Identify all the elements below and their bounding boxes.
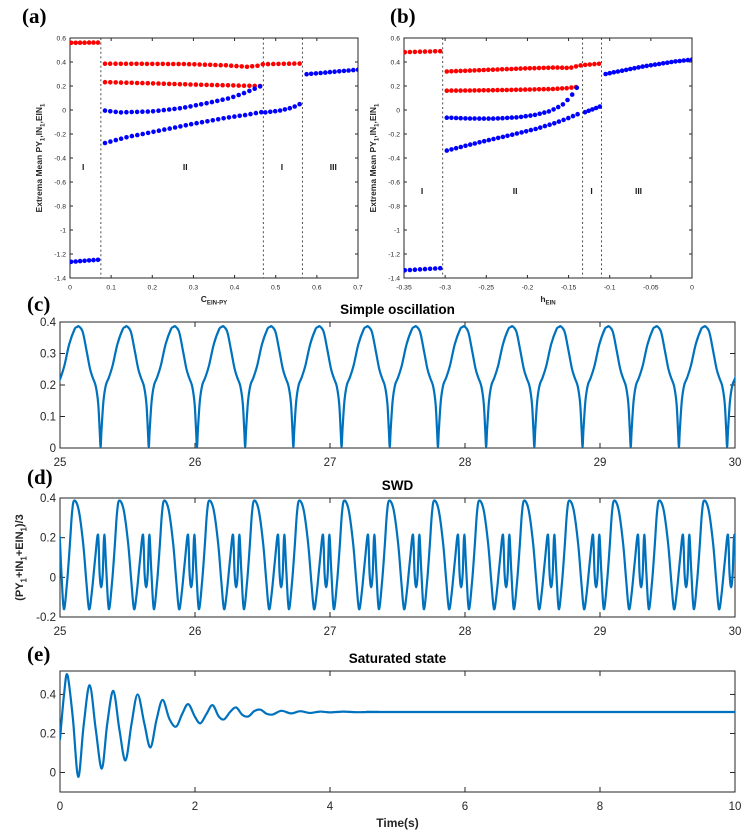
panel-d-ytick-label: 0.2 (40, 532, 56, 545)
panel-d-ylabel: $(PY_1+IN_1+EIN_1)/3$ (14, 514, 29, 601)
panel-c-xtick-label: 28 (458, 457, 472, 470)
panel-d-plot (0, 465, 747, 640)
panel-b-xtick-label: -0.3 (439, 284, 452, 292)
panel-a-ytick-label: -0.8 (54, 203, 66, 211)
panel-a-ytick-label: -1 (59, 227, 66, 235)
panel-b-ytick-label: 0.4 (390, 59, 400, 67)
panel-a-ytick-label: -0.2 (54, 131, 66, 139)
panel-a-xtick-label: 0.6 (312, 284, 322, 292)
panel-c-label: (c) (27, 292, 51, 316)
panel-a-label: (a) (22, 4, 47, 28)
panel-b-ytick-label: 0.6 (390, 35, 400, 43)
panel-b-region-label-II: II (512, 186, 518, 196)
panel-c-xtick-label: 26 (188, 457, 202, 470)
panel-c-waveform (26, 326, 747, 447)
panel-a-ytick-label: 0 (62, 107, 66, 115)
panel-b-region-label-I: I (590, 186, 593, 196)
panel-a-scatter-series (69, 40, 360, 264)
panel-c-xtick-label: 30 (728, 457, 742, 470)
panel-b-label: (b) (390, 4, 416, 28)
panel-b-region-label-I: I (420, 186, 424, 196)
panel-d-waveform (29, 500, 747, 609)
panel-b-ytick-label: -0.8 (388, 203, 400, 211)
panel-b-xtick-label: -0.15 (560, 284, 577, 292)
panel-b-ytick-label: -0.4 (388, 155, 400, 163)
panel-b-ylabel: Extrema Mean $PY_1,IN_1,EIN_1$ (368, 103, 381, 213)
panel-b-axes-box (404, 38, 692, 278)
panel-a-ytick-label: -1.2 (54, 251, 66, 259)
panel-e-xtick-label: 2 (191, 801, 199, 814)
panel-a-xlabel: $C_{EIN-PY}$ (200, 293, 228, 307)
panel-a-region-label-II: II (182, 162, 188, 172)
panel-b-ytick-label: -1 (393, 227, 400, 235)
panel-d-xtick-label: 26 (188, 626, 202, 639)
panel-a-ytick-label: -0.6 (54, 179, 66, 187)
panel-a-plot (0, 0, 373, 312)
panel-a-region-label-I: I (81, 162, 85, 172)
panel-c-ytick-label: 0.1 (40, 411, 56, 424)
panel-a-region-label-I: I (280, 162, 284, 172)
panel-b-xtick-label: -0.2 (521, 284, 534, 292)
panel-e-label: (e) (27, 642, 51, 666)
panel-c-xtick-label: 27 (323, 457, 337, 470)
panel-c-ytick-label: 0.4 (40, 317, 56, 330)
panel-e-xtick-label: 10 (728, 801, 742, 814)
panel-e-xtick-label: 0 (56, 801, 64, 814)
panel-a-ytick-label: -0.4 (54, 155, 66, 163)
panel-a-ytick-label: 0.2 (56, 83, 66, 91)
panel-a-xtick-label: 0.7 (353, 284, 363, 292)
panel-a-xtick-label: 0.5 (270, 284, 281, 292)
panel-e-title: Saturated state (348, 651, 447, 666)
panel-b-xtick-label: -0.05 (643, 284, 659, 292)
panel-e-ytick-label: 0.2 (40, 728, 56, 741)
panel-b-xtick-label: -0.25 (478, 284, 495, 292)
panel-b-xtick-label: -0.35 (396, 284, 412, 292)
panel-b-ytick-label: 0 (396, 107, 400, 115)
panel-b-ytick-label: -1.4 (388, 275, 400, 283)
panel-e-xtick-label: 4 (326, 801, 334, 814)
panel-a-ytick-label: 0.6 (56, 35, 66, 43)
panel-a-xtick-label: 0.2 (147, 284, 158, 292)
panel-b-ytick-label: -0.2 (388, 131, 400, 139)
panel-c-ytick-label: 0.3 (40, 348, 56, 361)
panel-b-ytick-label: 0.2 (390, 83, 400, 91)
panel-b-region-label-III: III (634, 186, 643, 196)
panel-e-ytick-label: 0 (49, 767, 56, 780)
panel-b-scatter-series (403, 49, 695, 273)
panel-d-ytick-label: 0.4 (40, 493, 56, 506)
panel-e-xlabel: Time(s) (376, 816, 419, 831)
panel-e-plot (0, 640, 747, 833)
panel-a-xtick-label: 0.4 (229, 284, 240, 292)
panel-c-plot (0, 290, 747, 470)
panel-a-xtick-label: 0.3 (188, 284, 199, 292)
panel-c-xtick-label: 29 (593, 457, 607, 470)
panel-a-region-label-III: III (329, 162, 337, 172)
panel-b-xlabel: $h_{EIN}$ (540, 293, 556, 307)
panel-c-ytick-label: 0.2 (40, 380, 56, 393)
panel-c-axes-box (60, 322, 735, 448)
panel-c-title: Simple oscillation (340, 302, 455, 317)
panel-d-xtick-label: 27 (323, 626, 337, 639)
panel-d-title: SWD (381, 478, 414, 493)
panel-d-xtick-label: 29 (593, 626, 607, 639)
panel-e-axes-box (60, 671, 735, 792)
panel-d-xtick-label: 28 (458, 626, 472, 639)
panel-a-ytick-label: 0.4 (56, 59, 66, 67)
panel-a-xtick-label: 0.1 (106, 284, 116, 292)
panel-b-ytick-label: -0.6 (388, 179, 400, 187)
panel-c-ytick-label: 0 (49, 443, 56, 456)
panel-d-xtick-label: 30 (728, 626, 742, 639)
panel-e-ytick-label: 0.4 (40, 689, 56, 702)
panel-d-xtick-label: 25 (53, 626, 67, 639)
panel-d-ytick-label: -0.2 (36, 612, 56, 625)
panel-d-ytick-label: 0 (49, 572, 56, 585)
panel-b-ytick-label: -1.2 (388, 251, 400, 259)
panel-e-waveform (60, 674, 735, 777)
panel-a-ytick-label: -1.4 (54, 275, 66, 283)
panel-d-label: (d) (27, 465, 53, 489)
panel-a-ylabel: Extrema Mean $PY_1,IN_1,EIN_1$ (34, 103, 47, 213)
panel-e-xtick-label: 8 (596, 801, 604, 814)
panel-c-xtick-label: 25 (53, 457, 67, 470)
panel-a-xtick-label: 0 (68, 284, 72, 292)
panel-b-xtick-label: 0 (690, 284, 694, 292)
panel-e-xtick-label: 6 (461, 801, 469, 814)
panel-b-xtick-label: -0.1 (603, 284, 616, 292)
